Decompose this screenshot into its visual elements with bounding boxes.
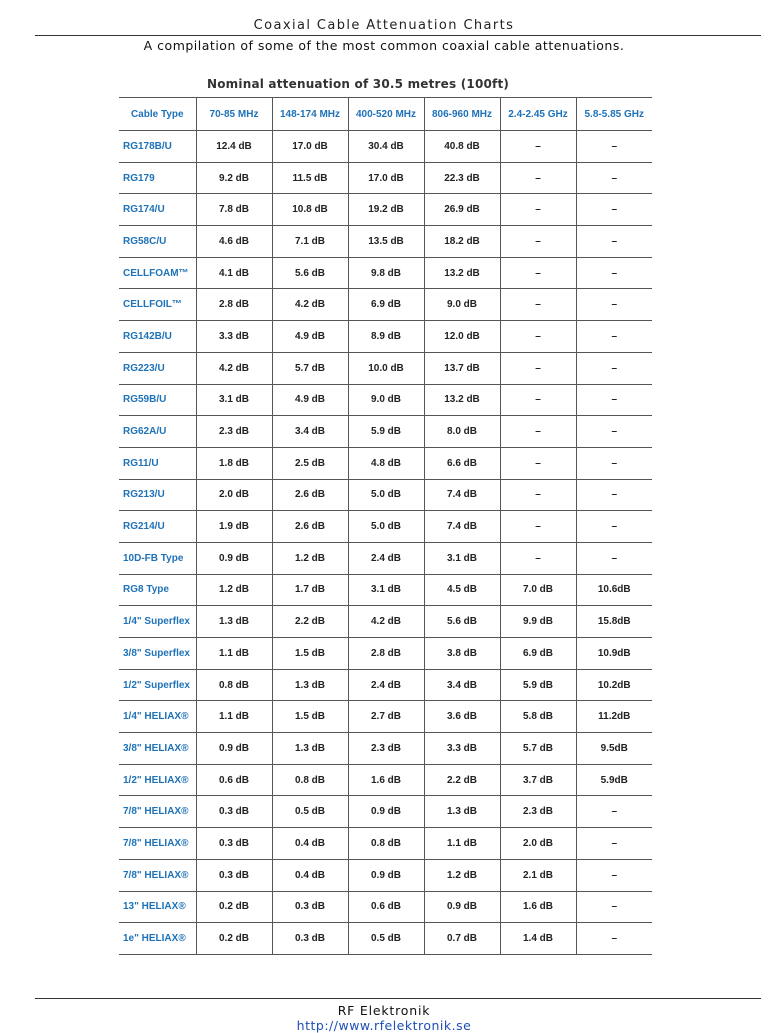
attenuation-cell: 7.0 dB bbox=[500, 574, 576, 606]
footer-url-link[interactable]: http://www.rfelektronik.se bbox=[296, 1018, 472, 1033]
attenuation-cell: – bbox=[576, 321, 652, 353]
attenuation-cell: 1.7 dB bbox=[272, 574, 348, 606]
attenuation-cell: 26.9 dB bbox=[424, 194, 500, 226]
attenuation-cell: 19.2 dB bbox=[348, 194, 424, 226]
attenuation-cell: 10.8 dB bbox=[272, 194, 348, 226]
cable-type-cell: RG178B/U bbox=[119, 131, 196, 163]
attenuation-cell: 4.1 dB bbox=[196, 257, 272, 289]
table-row bbox=[119, 352, 652, 384]
attenuation-cell: 5.0 dB bbox=[348, 479, 424, 511]
attenuation-cell: 13.7 dB bbox=[424, 352, 500, 384]
attenuation-cell: 13.2 dB bbox=[424, 384, 500, 416]
attenuation-cell: 0.9 dB bbox=[348, 796, 424, 828]
attenuation-cell: 2.0 dB bbox=[196, 479, 272, 511]
attenuation-cell: 0.4 dB bbox=[272, 828, 348, 860]
attenuation-cell: 0.9 dB bbox=[196, 542, 272, 574]
attenuation-cell: 13.5 dB bbox=[348, 226, 424, 258]
attenuation-cell: – bbox=[500, 194, 576, 226]
attenuation-cell: 4.2 dB bbox=[348, 606, 424, 638]
attenuation-cell: 4.6 dB bbox=[196, 226, 272, 258]
cable-type-cell: RG11/U bbox=[119, 447, 196, 479]
attenuation-cell: – bbox=[576, 289, 652, 321]
document-subtitle: A compilation of some of the most common coaxial cable attenuations. bbox=[143, 38, 625, 53]
attenuation-cell: – bbox=[500, 162, 576, 194]
table-row bbox=[119, 606, 652, 638]
attenuation-cell: 1.1 dB bbox=[424, 828, 500, 860]
table-row bbox=[119, 162, 652, 194]
footer-divider bbox=[35, 998, 761, 999]
attenuation-cell: 30.4 dB bbox=[348, 131, 424, 163]
cable-type-cell: 7/8" HELIAX® bbox=[119, 796, 196, 828]
cable-type-cell: RG179 bbox=[119, 162, 196, 194]
cable-type-cell: 1/2" HELIAX® bbox=[119, 764, 196, 796]
attenuation-cell: 3.7 dB bbox=[500, 764, 576, 796]
attenuation-cell: – bbox=[500, 447, 576, 479]
attenuation-cell: 3.6 dB bbox=[424, 701, 500, 733]
attenuation-cell: – bbox=[500, 352, 576, 384]
attenuation-cell: 18.2 dB bbox=[424, 226, 500, 258]
attenuation-cell: 2.4 dB bbox=[348, 542, 424, 574]
table-row bbox=[119, 257, 652, 289]
attenuation-cell: 10.0 dB bbox=[348, 352, 424, 384]
attenuation-table bbox=[119, 97, 652, 955]
attenuation-cell: 7.4 dB bbox=[424, 511, 500, 543]
attenuation-cell: 1.5 dB bbox=[272, 701, 348, 733]
attenuation-cell: 2.1 dB bbox=[500, 859, 576, 891]
table-row bbox=[119, 511, 652, 543]
attenuation-cell: 10.9dB bbox=[576, 638, 652, 670]
attenuation-cell: – bbox=[500, 384, 576, 416]
attenuation-cell: 9.0 dB bbox=[348, 384, 424, 416]
attenuation-cell: 3.8 dB bbox=[424, 638, 500, 670]
attenuation-cell: – bbox=[576, 131, 652, 163]
attenuation-cell: 13.2 dB bbox=[424, 257, 500, 289]
table-caption: Nominal attenuation of 30.5 metres (100ft) bbox=[207, 77, 510, 91]
attenuation-cell: – bbox=[500, 416, 576, 448]
attenuation-cell: 6.9 dB bbox=[348, 289, 424, 321]
attenuation-cell: – bbox=[576, 257, 652, 289]
attenuation-cell: 3.4 dB bbox=[424, 669, 500, 701]
table-row bbox=[119, 669, 652, 701]
cable-type-cell: RG58C/U bbox=[119, 226, 196, 258]
attenuation-cell: – bbox=[576, 352, 652, 384]
table-row bbox=[119, 479, 652, 511]
attenuation-cell: 8.0 dB bbox=[424, 416, 500, 448]
attenuation-cell: 2.5 dB bbox=[272, 447, 348, 479]
attenuation-cell: – bbox=[500, 542, 576, 574]
attenuation-cell: 2.3 dB bbox=[348, 733, 424, 765]
table-row bbox=[119, 701, 652, 733]
table-row bbox=[119, 194, 652, 226]
cable-type-cell: 7/8" HELIAX® bbox=[119, 859, 196, 891]
attenuation-cell: – bbox=[500, 257, 576, 289]
attenuation-cell: 0.9 dB bbox=[348, 859, 424, 891]
attenuation-cell: 1.4 dB bbox=[500, 923, 576, 955]
table-row bbox=[119, 289, 652, 321]
cable-type-cell: RG214/U bbox=[119, 511, 196, 543]
attenuation-cell: 1.1 dB bbox=[196, 638, 272, 670]
attenuation-cell: 2.3 dB bbox=[196, 416, 272, 448]
attenuation-cell: – bbox=[576, 796, 652, 828]
attenuation-cell: – bbox=[576, 226, 652, 258]
attenuation-cell: – bbox=[576, 194, 652, 226]
table-row bbox=[119, 733, 652, 765]
table-header-row bbox=[119, 98, 652, 131]
attenuation-cell: 5.6 dB bbox=[272, 257, 348, 289]
attenuation-cell: 0.8 dB bbox=[196, 669, 272, 701]
attenuation-cell: 0.9 dB bbox=[196, 733, 272, 765]
attenuation-cell: – bbox=[500, 131, 576, 163]
attenuation-cell: 2.7 dB bbox=[348, 701, 424, 733]
attenuation-cell: 0.6 dB bbox=[196, 764, 272, 796]
cable-type-cell: RG223/U bbox=[119, 352, 196, 384]
attenuation-cell: 4.2 dB bbox=[272, 289, 348, 321]
attenuation-cell: 0.7 dB bbox=[424, 923, 500, 955]
attenuation-cell: 15.8dB bbox=[576, 606, 652, 638]
cable-type-cell: 3/8" HELIAX® bbox=[119, 733, 196, 765]
attenuation-cell: 1.2 dB bbox=[424, 859, 500, 891]
attenuation-cell: 0.3 dB bbox=[196, 796, 272, 828]
attenuation-cell: – bbox=[576, 416, 652, 448]
attenuation-cell: 1.3 dB bbox=[196, 606, 272, 638]
table-row bbox=[119, 764, 652, 796]
table-row bbox=[119, 796, 652, 828]
cable-type-cell: 7/8" HELIAX® bbox=[119, 828, 196, 860]
cable-type-cell: 1/4" HELIAX® bbox=[119, 701, 196, 733]
attenuation-cell: 0.3 dB bbox=[272, 891, 348, 923]
table-row bbox=[119, 828, 652, 860]
table-row bbox=[119, 923, 652, 955]
attenuation-cell: 3.3 dB bbox=[424, 733, 500, 765]
header-divider bbox=[35, 35, 761, 36]
attenuation-cell: 3.1 dB bbox=[348, 574, 424, 606]
attenuation-cell: – bbox=[576, 447, 652, 479]
cable-type-cell: RG59B/U bbox=[119, 384, 196, 416]
attenuation-cell: 22.3 dB bbox=[424, 162, 500, 194]
attenuation-cell: – bbox=[576, 162, 652, 194]
column-header-frequency: 400-520 MHz bbox=[348, 98, 424, 131]
table-row bbox=[119, 638, 652, 670]
attenuation-cell: 5.9 dB bbox=[348, 416, 424, 448]
attenuation-cell: 2.6 dB bbox=[272, 511, 348, 543]
attenuation-cell: 3.4 dB bbox=[272, 416, 348, 448]
attenuation-cell: – bbox=[576, 511, 652, 543]
cable-type-cell: 1/2" Superflex bbox=[119, 669, 196, 701]
attenuation-cell: 0.3 dB bbox=[196, 859, 272, 891]
attenuation-cell: 0.8 dB bbox=[348, 828, 424, 860]
attenuation-cell: 4.9 dB bbox=[272, 321, 348, 353]
attenuation-cell: 8.9 dB bbox=[348, 321, 424, 353]
attenuation-cell: 1.5 dB bbox=[272, 638, 348, 670]
attenuation-cell: 11.2dB bbox=[576, 701, 652, 733]
attenuation-cell: 9.8 dB bbox=[348, 257, 424, 289]
cable-type-cell: CELLFOAM™ bbox=[119, 257, 196, 289]
attenuation-cell: 9.9 dB bbox=[500, 606, 576, 638]
attenuation-cell: 5.9dB bbox=[576, 764, 652, 796]
cable-type-cell: 1e" HELIAX® bbox=[119, 923, 196, 955]
attenuation-cell: 1.3 dB bbox=[272, 669, 348, 701]
attenuation-cell: 0.5 dB bbox=[272, 796, 348, 828]
table-row bbox=[119, 447, 652, 479]
attenuation-cell: – bbox=[576, 828, 652, 860]
attenuation-cell: 2.4 dB bbox=[348, 669, 424, 701]
attenuation-cell: 0.9 dB bbox=[424, 891, 500, 923]
table-row bbox=[119, 226, 652, 258]
attenuation-cell: 5.0 dB bbox=[348, 511, 424, 543]
cable-type-cell: CELLFOIL™ bbox=[119, 289, 196, 321]
attenuation-cell: 9.0 dB bbox=[424, 289, 500, 321]
attenuation-cell: 1.3 dB bbox=[272, 733, 348, 765]
attenuation-cell: 0.6 dB bbox=[348, 891, 424, 923]
attenuation-cell: 1.6 dB bbox=[500, 891, 576, 923]
attenuation-cell: 3.3 dB bbox=[196, 321, 272, 353]
column-header-frequency: 806-960 MHz bbox=[424, 98, 500, 131]
table-row bbox=[119, 859, 652, 891]
table-row bbox=[119, 891, 652, 923]
attenuation-cell: – bbox=[576, 542, 652, 574]
attenuation-cell: 4.9 dB bbox=[272, 384, 348, 416]
attenuation-cell: 10.2dB bbox=[576, 669, 652, 701]
attenuation-cell: 5.7 dB bbox=[500, 733, 576, 765]
attenuation-cell: 2.0 dB bbox=[500, 828, 576, 860]
cable-type-cell: 13" HELIAX® bbox=[119, 891, 196, 923]
attenuation-cell: 5.9 dB bbox=[500, 669, 576, 701]
attenuation-cell: 1.2 dB bbox=[272, 542, 348, 574]
attenuation-cell: – bbox=[500, 321, 576, 353]
attenuation-cell: 1.9 dB bbox=[196, 511, 272, 543]
attenuation-cell: 1.1 dB bbox=[196, 701, 272, 733]
table-row bbox=[119, 574, 652, 606]
attenuation-cell: 5.6 dB bbox=[424, 606, 500, 638]
table-row bbox=[119, 416, 652, 448]
attenuation-cell: 3.1 dB bbox=[424, 542, 500, 574]
attenuation-cell: 0.2 dB bbox=[196, 891, 272, 923]
attenuation-cell: 9.2 dB bbox=[196, 162, 272, 194]
table-row bbox=[119, 384, 652, 416]
cable-type-cell: RG8 Type bbox=[119, 574, 196, 606]
attenuation-cell: 1.2 dB bbox=[196, 574, 272, 606]
attenuation-cell: 11.5 dB bbox=[272, 162, 348, 194]
cable-type-cell: 1/4" Superflex bbox=[119, 606, 196, 638]
attenuation-cell: – bbox=[500, 289, 576, 321]
cable-type-cell: RG174/U bbox=[119, 194, 196, 226]
attenuation-cell: 7.4 dB bbox=[424, 479, 500, 511]
attenuation-cell: 4.8 dB bbox=[348, 447, 424, 479]
column-header-frequency: 70-85 MHz bbox=[196, 98, 272, 131]
attenuation-cell: – bbox=[576, 891, 652, 923]
attenuation-cell: 3.1 dB bbox=[196, 384, 272, 416]
cable-type-cell: RG142B/U bbox=[119, 321, 196, 353]
attenuation-cell: 0.8 dB bbox=[272, 764, 348, 796]
column-header-frequency: 148-174 MHz bbox=[272, 98, 348, 131]
attenuation-cell: 2.3 dB bbox=[500, 796, 576, 828]
table-row bbox=[119, 542, 652, 574]
attenuation-cell: 0.2 dB bbox=[196, 923, 272, 955]
cable-type-cell: RG213/U bbox=[119, 479, 196, 511]
attenuation-cell: 2.8 dB bbox=[196, 289, 272, 321]
attenuation-cell: 9.5dB bbox=[576, 733, 652, 765]
attenuation-cell: 6.6 dB bbox=[424, 447, 500, 479]
document-title: Coaxial Cable Attenuation Charts bbox=[253, 18, 515, 33]
attenuation-cell: 4.5 dB bbox=[424, 574, 500, 606]
attenuation-cell: 0.5 dB bbox=[348, 923, 424, 955]
attenuation-cell: 2.8 dB bbox=[348, 638, 424, 670]
attenuation-cell: 1.6 dB bbox=[348, 764, 424, 796]
attenuation-cell: – bbox=[500, 511, 576, 543]
attenuation-cell: – bbox=[576, 859, 652, 891]
column-header-frequency: 2.4-2.45 GHz bbox=[500, 98, 576, 131]
attenuation-cell: 2.6 dB bbox=[272, 479, 348, 511]
table-row bbox=[119, 321, 652, 353]
attenuation-cell: 17.0 dB bbox=[272, 131, 348, 163]
attenuation-cell: – bbox=[500, 479, 576, 511]
cable-type-cell: 10D-FB Type bbox=[119, 542, 196, 574]
cable-type-cell: RG62A/U bbox=[119, 416, 196, 448]
attenuation-cell: 2.2 dB bbox=[272, 606, 348, 638]
attenuation-cell: – bbox=[576, 923, 652, 955]
attenuation-cell: 4.2 dB bbox=[196, 352, 272, 384]
footer-company: RF Elektronik bbox=[337, 1003, 431, 1018]
attenuation-cell: – bbox=[500, 226, 576, 258]
attenuation-cell: – bbox=[576, 479, 652, 511]
attenuation-cell: 10.6dB bbox=[576, 574, 652, 606]
attenuation-cell: 1.8 dB bbox=[196, 447, 272, 479]
column-header-frequency: 5.8-5.85 GHz bbox=[576, 98, 652, 131]
cable-type-cell: 3/8" Superflex bbox=[119, 638, 196, 670]
attenuation-cell: 17.0 dB bbox=[348, 162, 424, 194]
column-header-cable-type: Cable Type bbox=[119, 98, 196, 131]
attenuation-cell: 7.8 dB bbox=[196, 194, 272, 226]
attenuation-cell: 1.3 dB bbox=[424, 796, 500, 828]
attenuation-cell: 5.8 dB bbox=[500, 701, 576, 733]
attenuation-cell: 0.4 dB bbox=[272, 859, 348, 891]
attenuation-cell: – bbox=[576, 384, 652, 416]
attenuation-cell: 12.4 dB bbox=[196, 131, 272, 163]
attenuation-cell: 7.1 dB bbox=[272, 226, 348, 258]
attenuation-cell: 0.3 dB bbox=[272, 923, 348, 955]
attenuation-cell: 6.9 dB bbox=[500, 638, 576, 670]
attenuation-cell: 40.8 dB bbox=[424, 131, 500, 163]
attenuation-cell: 2.2 dB bbox=[424, 764, 500, 796]
table-body bbox=[119, 131, 652, 955]
attenuation-cell: 5.7 dB bbox=[272, 352, 348, 384]
attenuation-cell: 0.3 dB bbox=[196, 828, 272, 860]
attenuation-cell: 12.0 dB bbox=[424, 321, 500, 353]
table-row bbox=[119, 131, 652, 163]
